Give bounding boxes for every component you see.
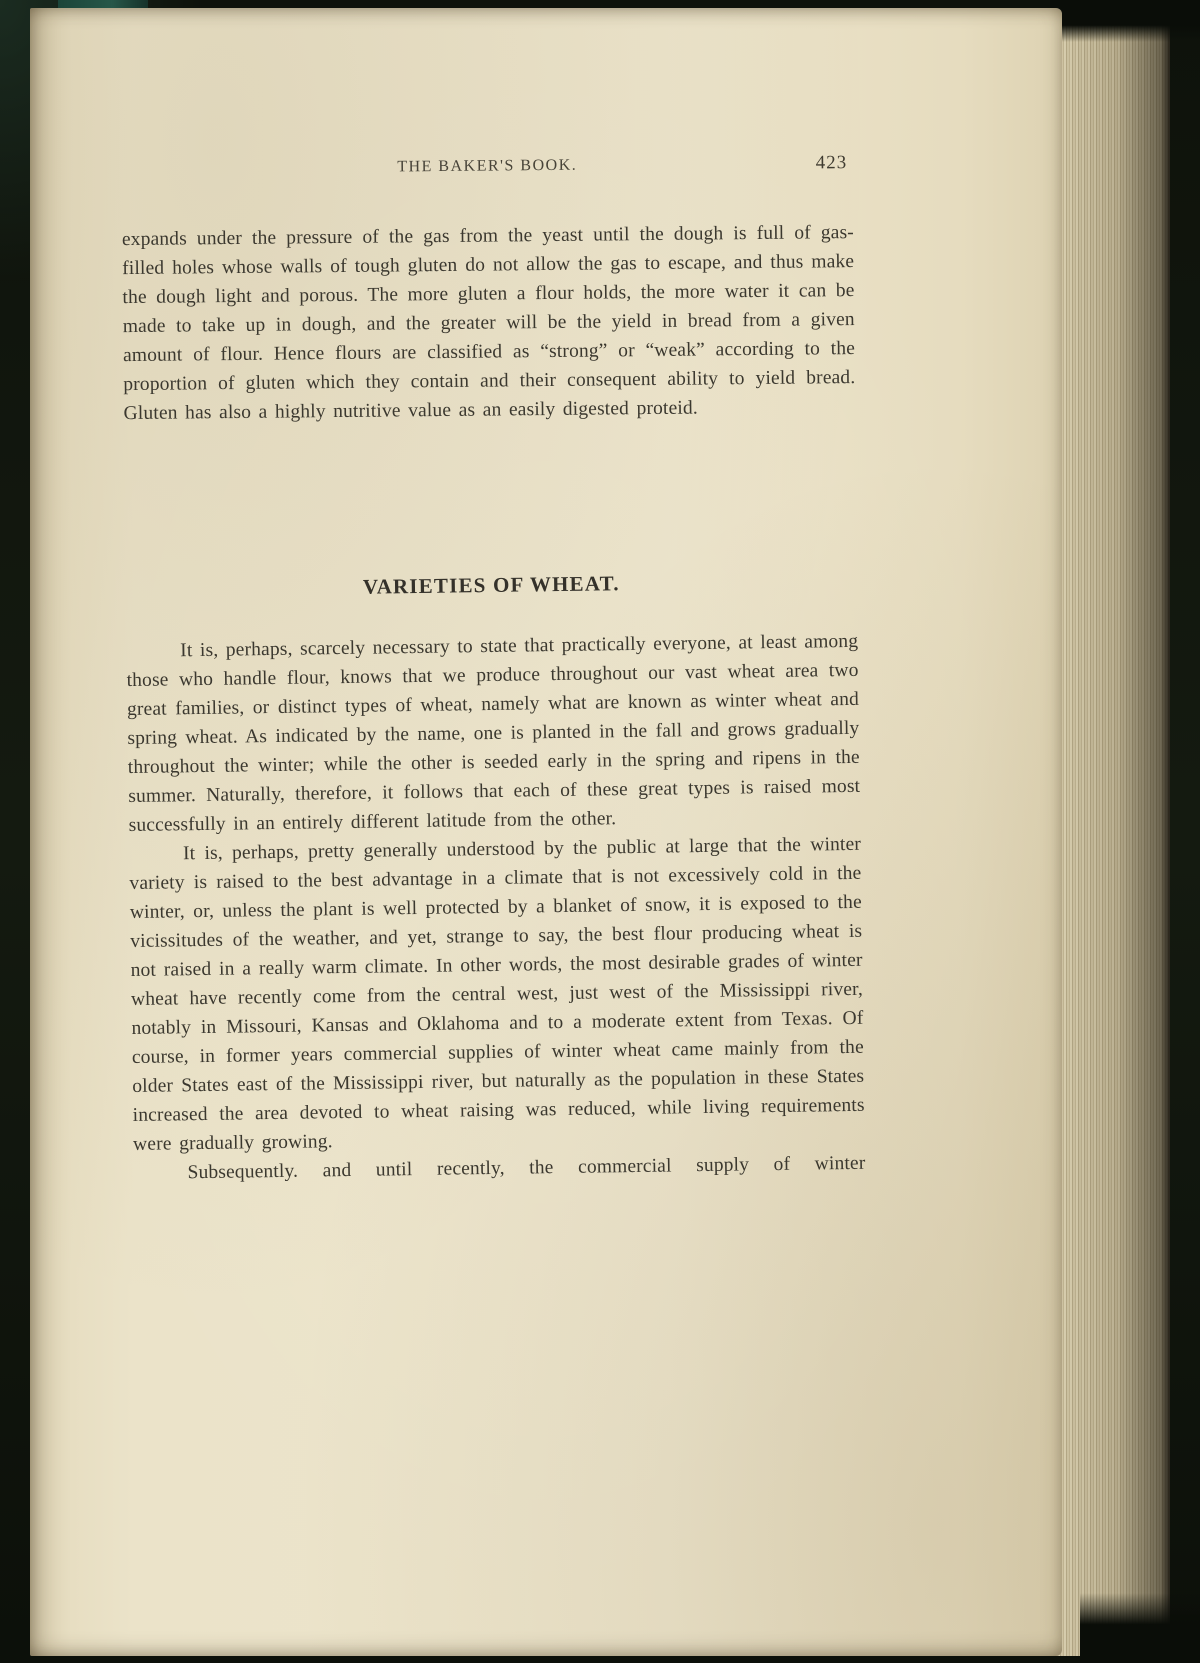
section-paragraph-3-partial: Subsequently. and until recently, the commercial supply of winter (187, 1152, 866, 1184)
section-heading: VARIETIES OF WHEAT. (362, 571, 620, 599)
running-header-title: THE BAKER'S BOOK. (397, 156, 578, 176)
section-paragraph-1: It is, perhaps, scarcely necessary to state that practically everyone, at least among those who handle flour, knows that we produce throughout our vast wheat area two great families, or distinct types of wheat, namely what are known as winter wheat and spring wheat. As indicated by the name, one is planted in the fall and grows gradually throughout the winter; while the other is seeded early in the spring and ripens in the summer. Naturally, therefore, it follows that each of these great types is raised most successfully in an entirely different latitude from the other. (126, 630, 861, 837)
running-head (121, 154, 853, 185)
book-page (30, 8, 1062, 1656)
section-paragraph-2: It is, perhaps, pretty generally understood by the public at large that the winter variety is raised to the best advantage in a climate that is not excessively cold in the winter, or, unless the plant is well protected by a blanket of snow, it is exposed to the vicissitudes of the weather, and yet, strange to say, the best flour producing wheat is not raised in a really warm climate. In other words, the most desirable grades of winter wheat have recently come from the central west, just west of the Mississippi river, notably in Missouri, Kansas and Oklahoma and to a moderate extent from Texas. Of course, in former years commercial supplies of winter wheat came mainly from the older States east of the Mississippi river, but naturally as the population in these States increased the area devoted to wheat raising was reduced, while living requirements were gradually growing. (129, 833, 865, 1156)
paragraph-continuation: expands under the pressure of the gas from the yeast until the dough is full of gas-filled holes whose walls of tough gluten do not allow the gas to escape, and thus make the dough light and porous. The more gluten a flour holds, the more water it can be made to take up in dough, and the greater will be the yield in bread from a given amount of flour. Hence flours are classified as “strong” or “weak” according to the proportion of gluten which they contain and their consequent ability to yield bread. Gluten has also a highly nutritive value as an easily digested proteid. (121, 222, 856, 425)
book-cover (1050, 0, 1200, 42)
book-cover (1080, 1593, 1200, 1663)
page-stack-edge (1052, 6, 1170, 1656)
page-number: 423 (815, 152, 848, 174)
section-block (125, 568, 865, 1188)
page-content (30, 8, 1062, 1189)
